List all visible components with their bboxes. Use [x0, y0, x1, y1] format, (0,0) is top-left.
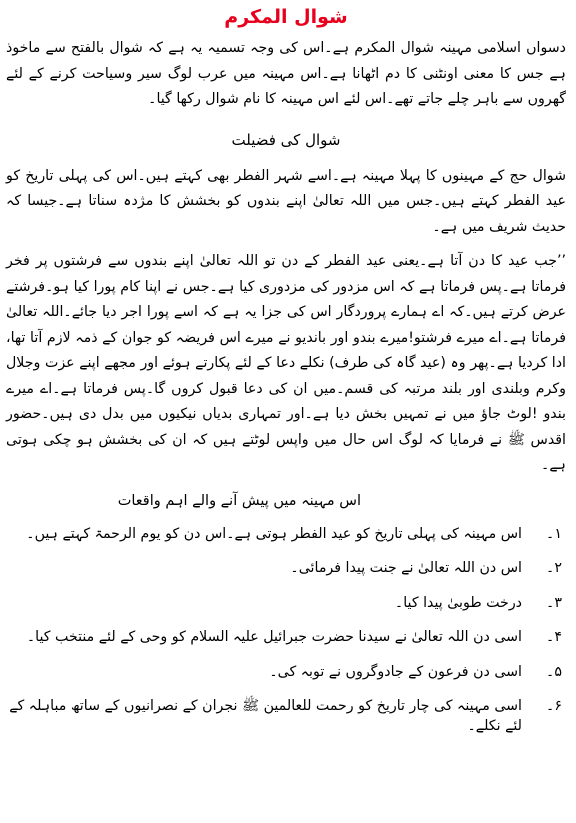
- list-item: [6, 698, 566, 733]
- list-item-text: اسی دن اللہ تعالیٰ نے سیدنا حضرت جبرائیل علیہ السلام کو وحی کے لئے منتخب کیا۔: [26, 629, 522, 645]
- list-item-text: درخت طوبیٰ پیدا کیا۔: [394, 594, 522, 611]
- list-item: [6, 629, 566, 664]
- list-item-number: ۶۔: [546, 698, 562, 714]
- list-item-text: اسی مہینہ کی چار تاریخ کو رحمت للعالمین ﷺ نجران کے نصرانیوں کے ساتھ مباہلہ کے لئے نکلے۔: [9, 698, 522, 734]
- list-item-text: اسی دن فرعون کے جادوگروں نے توبہ کی۔: [269, 663, 522, 680]
- virtues-heading: شوال کی فضیلت: [231, 130, 341, 149]
- list-item-number: ۱۔: [546, 525, 562, 542]
- list-item: [6, 526, 566, 561]
- intro-paragraph: دسواں اسلامی مہینہ شوال المکرم ہے۔اس کی وجہ تسمیہ یہ ہے کہ شوال بالفتح سے ماخوذ ہے جس کا معنی اونٹنی کا دم اٹھانا ہے۔اس مہینہ میں عرب لوگ سیر وسیاحت کرنے کے لئے گھروں سے باہر چلے جاتے تھے۔اس لئے اس مہینہ کا نام شوال رکھا گیا۔: [6, 40, 566, 107]
- list-item: [6, 664, 566, 699]
- list-item-number: ۴۔: [546, 629, 562, 645]
- list-item-number: ۲۔: [546, 560, 562, 576]
- virtues-paragraph: شوال حج کے مہینوں کا پہلا مہینہ ہے۔اسے شہر الفطر بھی کہتے ہیں۔اس کی پہلی تاریخ کو عید الفطر کہتے ہیں۔جس میں اللہ تعالیٰ اپنے بندوں کو بخشش کا مژدہ سناتا ہے۔جیسا کہ حدیث شریف میں ہے۔: [6, 167, 566, 235]
- list-item-text: اس مہینہ کی پہلی تاریخ کو عید الفطر ہوتی ہے۔اس دن کو یوم الرحمۃ کہتے ہیں۔: [26, 525, 522, 542]
- list-item-number: ۳۔: [546, 594, 562, 611]
- hadith-paragraph: ’’جب عید کا دن آتا ہے۔یعنی عید الفطر کے دن تو اللہ تعالیٰ اپنے بندوں سے فرشتوں پر فخر فرماتا ہے۔پس فرماتا ہے کہ اس مزدور کی مزدوری کیا ہے۔جس نے اپنا کام پورا کیا ہو۔فرشتے عرض کرتے ہیں۔کہ اے ہمارے پروردگار اس کی جزا یہ ہے کہ اسے پورا اجر دیا جائے۔اللہ تعالیٰ فرماتا ہے۔اے میرے فرشتو!میرے بندو اور باندیو نے میرے اس فریضہ کو جوان کے ذمہ لازم آتا تھا، ادا کردیا ہے۔پھر وہ (عید گاہ کی طرف) نکلے دعا کے لئے پکارتے ہوئے اور مجھے اپنے عزت وجلال وکرم وبلندی اور بلند مرتبہ کی قسم۔میں ان کی دعا قبول کروں گا۔پس فرماتا ہے۔اے میرے بندو !لوٹ جاؤ میں نے تمہیں بخش دیا ہے۔اور تمہاری بدیاں نیکیوں میں بدل دی ہیں۔حضور اقدس ﷺ نے فرمایا کہ لوگ اس حال میں واپس لوٹتے ہیں کہ ان کی بخشش ہو چکی ہوتی ہے۔: [6, 253, 566, 473]
- events-list: [6, 526, 566, 733]
- list-item-text: اس دن اللہ تعالیٰ نے جنت پیدا فرمائی۔: [290, 560, 522, 576]
- page-title: شوال المکرم: [224, 6, 348, 28]
- events-heading: اس مہینہ میں پیش آنے والے اہم واقعات: [117, 492, 361, 509]
- list-item: [6, 560, 566, 595]
- list-item: [6, 595, 566, 630]
- list-item-number: ۵۔: [546, 663, 562, 680]
